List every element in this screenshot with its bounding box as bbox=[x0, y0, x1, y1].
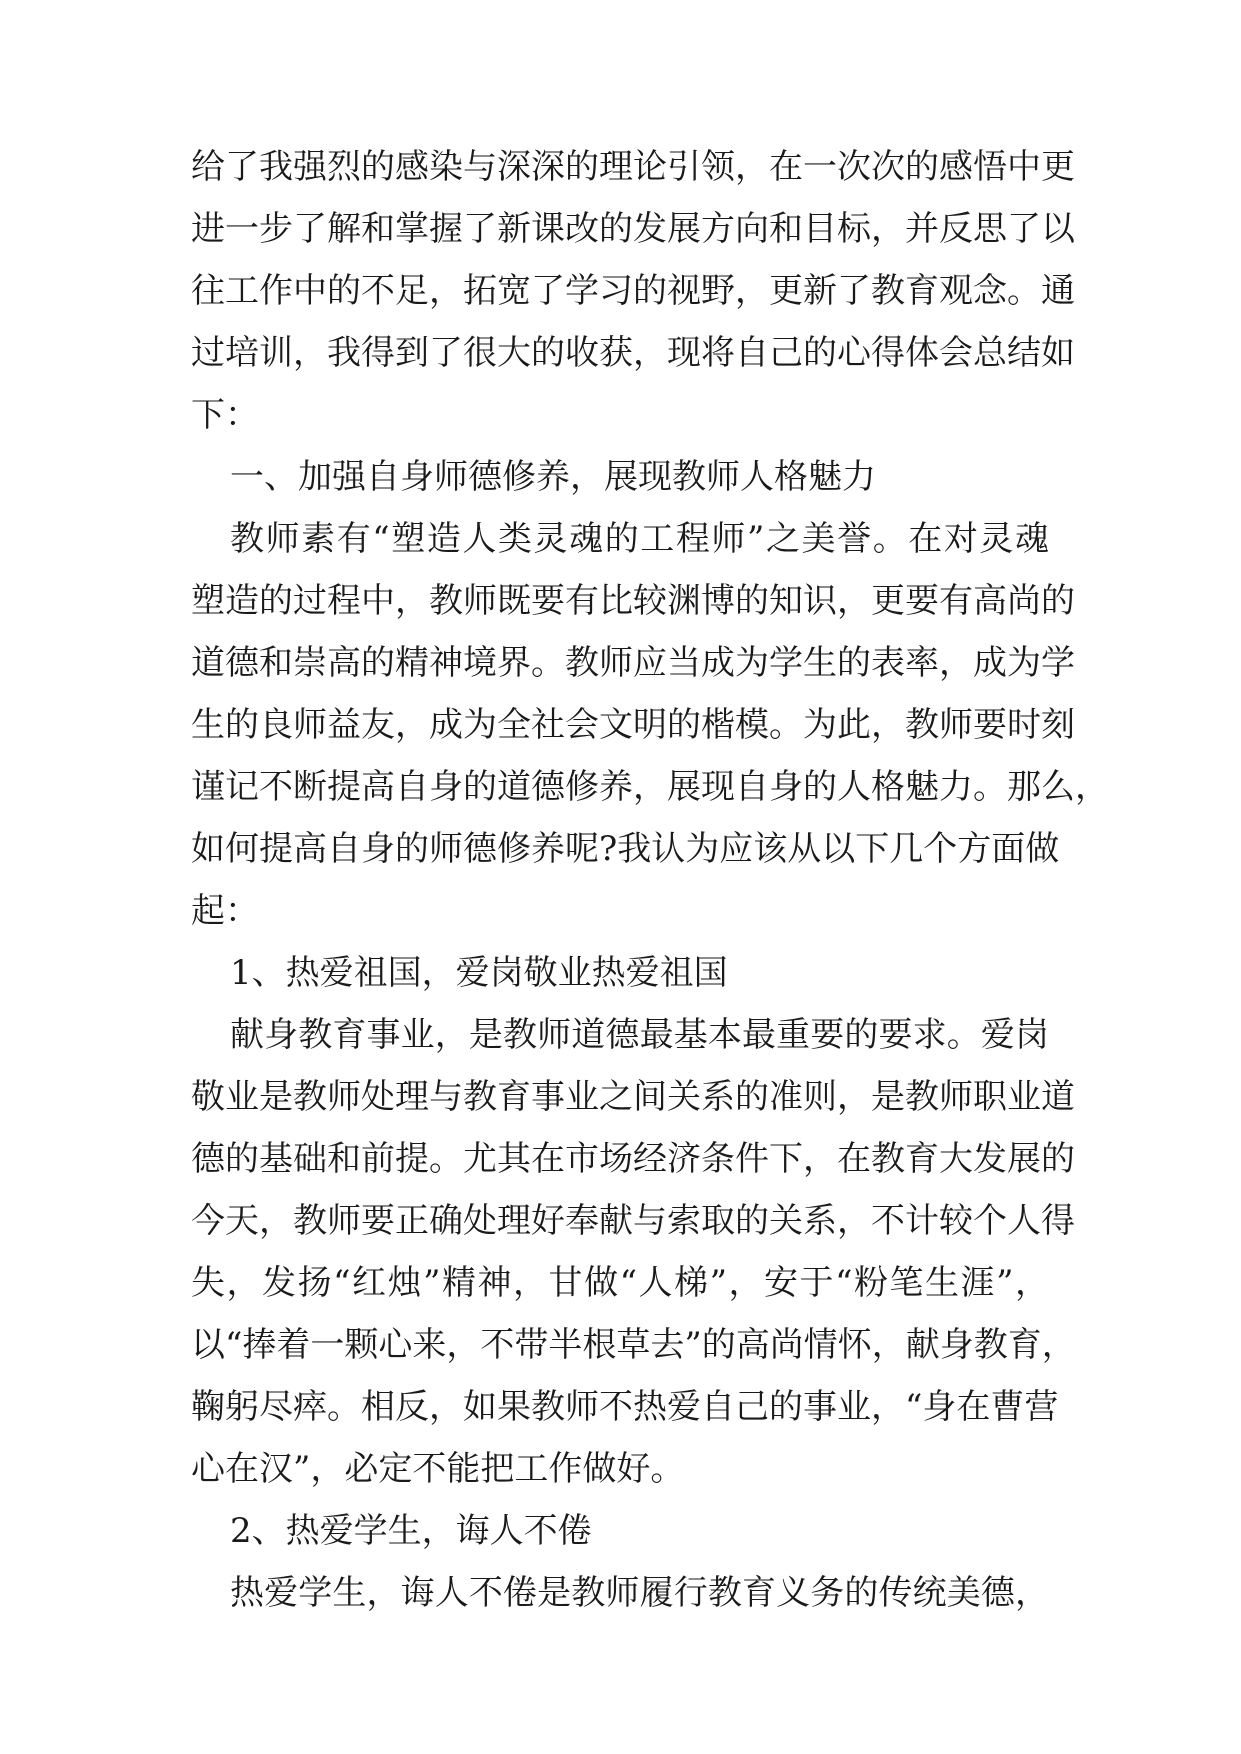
paragraph-line: 鞠躬尽瘁。相反，如果教师不热爱自己的事业，“身在曹营 bbox=[191, 1387, 1059, 1427]
paragraph-line: 敬业是教师处理与教育事业之间关系的准则，是教师职业道 bbox=[191, 1077, 1075, 1117]
paragraph-line: 教师素有“塑造人类灵魂的工程师”之美誉。在对灵魂 bbox=[230, 519, 1049, 559]
paragraph-line: 谨记不断提高自身的道德修养，展现自身的人格魅力。那么， bbox=[191, 767, 1109, 807]
paragraph-line: 起： bbox=[191, 891, 259, 931]
paragraph-line: 德的基础和前提。尤其在市场经济条件下，在教育大发展的 bbox=[191, 1139, 1075, 1179]
subsection-heading: 1、热爱祖国，爱岗敬业热爱祖国 bbox=[230, 953, 728, 993]
subsection-heading: 2、热爱学生，诲人不倦 bbox=[230, 1511, 592, 1551]
paragraph-line: 今天，教师要正确处理好奉献与索取的关系，不计较个人得 bbox=[191, 1201, 1075, 1241]
paragraph-line: 塑造的过程中，教师既要有比较渊博的知识，更要有高尚的 bbox=[191, 581, 1075, 621]
paragraph-line: 道德和崇高的精神境界。教师应当成为学生的表率，成为学 bbox=[191, 643, 1075, 683]
paragraph-line: 给了我强烈的感染与深深的理论引领，在一次次的感悟中更 bbox=[191, 147, 1075, 187]
paragraph-line: 失，发扬“红烛”精神，甘做“人梯”，安于“粉笔生涯”， bbox=[191, 1263, 1049, 1303]
paragraph-line: 下： bbox=[191, 395, 259, 435]
paragraph-line: 过培训，我得到了很大的收获，现将自己的心得体会总结如 bbox=[191, 333, 1075, 373]
paragraph-line: 心在汉”，必定不能把工作做好。 bbox=[191, 1449, 685, 1489]
paragraph-line: 如何提高自身的师德修养呢?我认为应该从以下几个方面做 bbox=[191, 829, 1060, 869]
paragraph-line: 进一步了解和掌握了新课改的发展方向和目标，并反思了以 bbox=[191, 209, 1075, 249]
section-heading: 一、加强自身师德修养，展现教师人格魅力 bbox=[230, 457, 876, 497]
paragraph-line: 热爱学生，诲人不倦是教师履行教育义务的传统美德， bbox=[230, 1573, 1049, 1613]
paragraph-line: 以“捧着一颗心来，不带半根草去”的高尚情怀，献身教育， bbox=[191, 1325, 1076, 1365]
paragraph-line: 生的良师益友，成为全社会文明的楷模。为此，教师要时刻 bbox=[191, 705, 1075, 745]
paragraph-line: 往工作中的不足，拓宽了学习的视野，更新了教育观念。通 bbox=[191, 271, 1075, 311]
paragraph-line: 献身教育事业，是教师道德最基本最重要的要求。爱岗 bbox=[230, 1015, 1049, 1055]
